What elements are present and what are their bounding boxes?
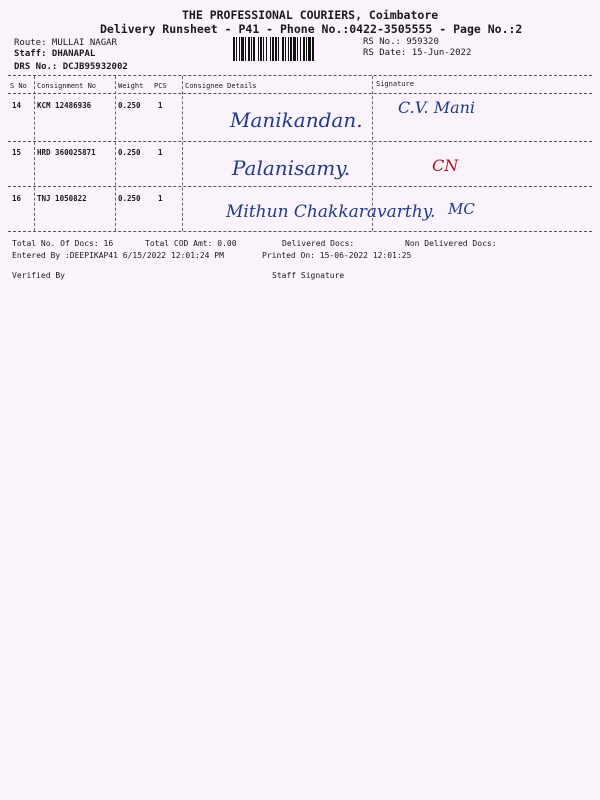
rs-number: RS No.: 959320 — [363, 37, 439, 47]
handwritten-signature: CN — [432, 156, 459, 175]
table-rule-row — [8, 186, 592, 187]
row-pcs: 1 — [158, 148, 163, 157]
printed-on: Printed On: 15-06-2022 12:01:25 — [262, 251, 412, 260]
staff-signature-label: Staff Signature — [272, 271, 345, 280]
company-title: THE PROFESSIONAL COURIERS, Coimbatore — [182, 8, 439, 22]
runsheet-subtitle: Delivery Runsheet - P41 - Phone No.:0422-3505555 - Page No.:2 — [100, 22, 523, 36]
row-consignment-no: HRD 360025871 — [37, 148, 96, 157]
route-label: Route: MULLAI NAGAR — [14, 38, 117, 48]
staff-label: Staff: DHANAPAL — [14, 49, 96, 59]
col-header-pcs: PCS — [154, 82, 167, 90]
drs-number: DRS No.: DCJB95932002 — [14, 62, 128, 72]
row-sno: 14 — [12, 101, 22, 110]
col-header-consignment: Consignment No — [37, 82, 97, 90]
row-weight: 0.250 — [118, 148, 141, 157]
row-weight: 0.250 — [118, 194, 141, 203]
column-divider — [115, 76, 116, 231]
column-divider — [182, 76, 183, 231]
handwritten-consignee: Palanisamy. — [232, 156, 351, 180]
col-header-sno: S No — [10, 82, 27, 90]
handwritten-signature: MC — [448, 200, 475, 218]
handwritten-consignee: Mithun Chakkaravarthy. — [226, 202, 436, 222]
total-docs: Total No. Of Docs: 16 — [12, 239, 114, 248]
row-weight: 0.250 — [118, 101, 141, 110]
row-pcs: 1 — [158, 101, 163, 110]
row-sno: 16 — [12, 194, 22, 203]
total-cod-amount: Total COD Amt: 0.00 — [145, 239, 237, 248]
entered-by: Entered By :DEEPIKAP41 6/15/2022 12:01:24 PM — [12, 251, 224, 260]
row-consignment-no: KCM 12486936 — [37, 101, 92, 110]
row-pcs: 1 — [158, 194, 163, 203]
table-rule-header — [8, 93, 592, 94]
col-header-consignee: Consignee Details — [185, 82, 257, 90]
handwritten-signature: C.V. Mani — [398, 98, 476, 117]
col-header-weight: Weight — [118, 82, 144, 90]
table-rule-bottom — [8, 231, 592, 232]
table-rule-row — [8, 141, 592, 142]
table-rule-top — [8, 75, 592, 76]
barcode-image — [233, 37, 353, 61]
non-delivered-docs: Non Delivered Docs: — [405, 239, 497, 248]
delivered-docs: Delivered Docs: — [282, 239, 355, 248]
verified-by-label: Verified By — [12, 271, 65, 280]
handwritten-consignee: Manikandan. — [230, 108, 363, 132]
col-header-signature: Signature — [376, 80, 414, 88]
row-sno: 15 — [12, 148, 22, 157]
column-divider — [34, 76, 35, 231]
rs-date: RS Date: 15-Jun-2022 — [363, 48, 472, 58]
row-consignment-no: TNJ 1050822 — [37, 194, 87, 203]
